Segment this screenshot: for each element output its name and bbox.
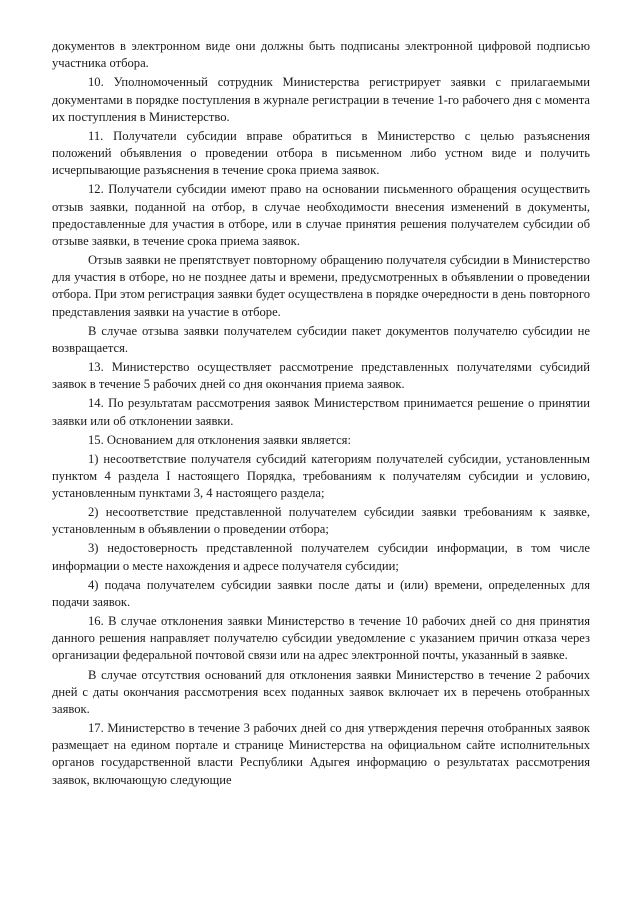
list-item-4: 4) подача получателем субсидии заявки после даты и (или) времени, определенных для подачи заявок. xyxy=(52,577,590,609)
paragraph-item-10: 10. Уполномоченный сотрудник Министерства регистрирует заявки с прилагаемыми документами в порядке поступления в журнале регистрации в течение 1-го рабочего дня с момента их поступления в Министерство. xyxy=(52,75,590,124)
list-item-1: 1) несоответствие получателя субсидий категориям получателей субсидии, установленным пунктом 4 раздела I настоящего Порядка, требованиям к получателям субсидии и условию, установленным пунктами 3, 4 настоящего раздела; xyxy=(52,451,590,501)
paragraph-withdrawal: Отзыв заявки не препятствует повторному обращению получателя субсидии в Министерство для участия в отборе, но не позднее даты и времени, предусмотренных в объявлении о проведении отбора. При этом регистрация заявки будет осуществлена в порядке очередности в день повторного представления заявки на участие в отборе. xyxy=(52,253,590,319)
paragraph-item-16: 16. В случае отклонения заявки Министерство в течение 10 рабочих дней со дня принятия данного решения направляет получателю субсидии уведомление с указанием причин отказа через организации федеральной почтовой связи или на адрес электронной почты, указанный в заявке. xyxy=(52,614,590,663)
paragraph-item-14: 14. По результатам рассмотрения заявок Министерством принимается решение о принятии заявки или об отклонении заявки. xyxy=(52,396,590,428)
list-item-3: 3) недостоверность представленной получателем субсидии информации, в том числе информации о месте нахождения и адресе получателя субсидии; xyxy=(52,541,590,573)
paragraph-item-15: 15. Основанием для отклонения заявки является: xyxy=(88,432,351,447)
paragraph-item-11: 11. Получатели субсидии вправе обратиться в Министерство с целью разъяснения положений объявления о проведении отбора в письменном либо устном виде и получить исчерпывающие разъяснения в течение срока приема заявок. xyxy=(52,128,590,178)
paragraph-item-13: 13. Министерство осуществляет рассмотрение представленных получателями субсидий заявок в течение 5 рабочих дней со дня окончания приема заявок. xyxy=(52,360,590,392)
paragraph-documents-not-returned: В случае отзыва заявки получателем субсидии пакет документов получателю субсидии не возвращается. xyxy=(52,323,590,355)
paragraph-item-17: 17. Министерство в течение 3 рабочих дней со дня утверждения перечня отобранных заявок размещает на едином портале и странице Министерства на официальном сайте исполнительных органов государственной власти Республики Адыгея информацию о результатах рассмотрения заявок, включающую следующие xyxy=(52,721,590,787)
document-body xyxy=(52,38,590,791)
paragraph-continuation: документов в электронном виде они должны быть подписаны электронной цифровой подписью участника отбора. xyxy=(52,39,590,71)
paragraph-item-12: 12. Получатели субсидии имеют право на основании письменного обращения осуществить отзыв заявки, поданной на отбор, в случае необходимости внесения изменений в документы, предоставленные для участия в отборе, или в случае принятия решения получателем субсидии об отзыве заявки, в течение срока приема заявок. xyxy=(52,182,590,248)
list-item-2: 2) несоответствие представленной получателем субсидии заявки требованиям к заявке, установленным в объявлении о проведении отбора; xyxy=(52,505,590,537)
paragraph-no-grounds: В случае отсутствия оснований для отклонения заявки Министерство в течение 2 рабочих дней с даты окончания рассмотрения всех поданных заявок включает их в перечень отобранных заявок. xyxy=(52,667,590,716)
